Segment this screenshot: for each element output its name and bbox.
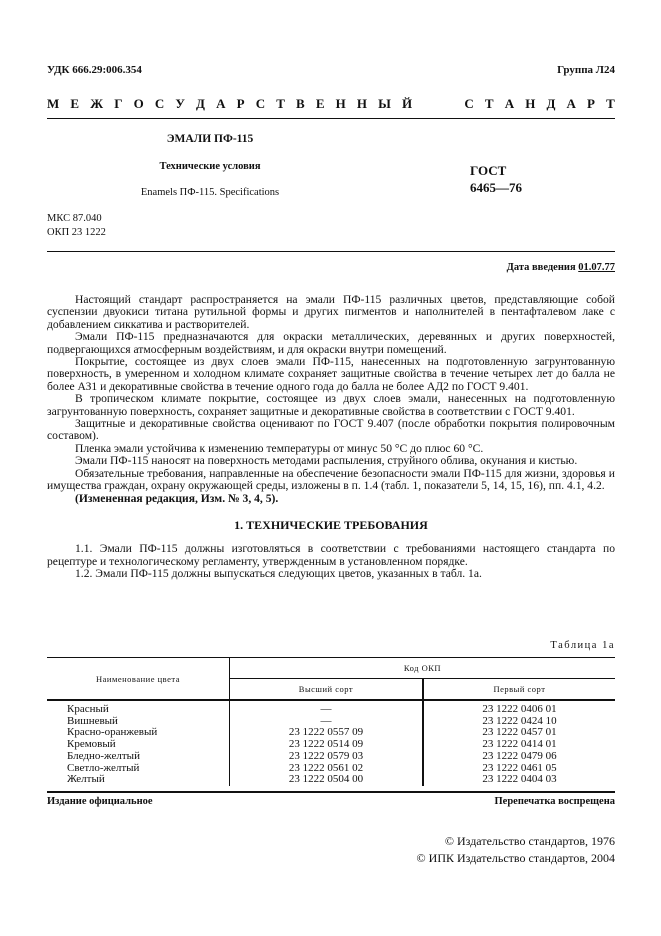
title-letter: Т — [606, 96, 615, 111]
effective-date-value: 01.07.77 — [578, 262, 615, 273]
title-letter: М — [47, 96, 60, 111]
mks-code: МКС 87.040 — [47, 213, 102, 224]
column-header-first-grade: Первый сорт — [493, 684, 546, 694]
first-grade-code: 23 1222 0424 10 — [482, 714, 557, 727]
document-title: ЭМАЛИ ПФ-115 — [166, 133, 254, 145]
effective-date — [507, 262, 615, 273]
column-header-top-grade: Высший сорт — [230, 679, 423, 701]
top-grade-code: 23 1222 0561 02 — [230, 763, 423, 775]
document-body — [47, 294, 615, 581]
paragraph: Эмали ПФ-115 предназначаются для окраски металлических, деревянных и других поверхностей, подвергающихся атмосферным воздействиям, и для окраски внутри помещений. — [47, 330, 615, 356]
reprint-notice: Перепечатка воспрещена — [494, 796, 615, 807]
paragraph: Защитные и декоративные свойства оценивают по ГОСТ 9.407 (после обработки покрытия полировочным составом). — [47, 417, 615, 443]
title-letter: С — [255, 96, 266, 111]
title-letter: А — [216, 96, 226, 111]
title-letter: В — [296, 96, 305, 111]
color-code-table — [47, 657, 615, 786]
first-grade-code: 23 1222 0479 06 — [482, 749, 557, 762]
official-edition: Издание официальное — [47, 796, 153, 807]
title-letter: Ы — [378, 96, 391, 111]
title-letter: Е — [70, 96, 80, 111]
okp-code: ОКП 23 1222 — [47, 227, 106, 238]
effective-date-label: Дата введения — [506, 262, 576, 273]
title-letter: Р — [236, 96, 245, 111]
title-letter: А — [566, 96, 576, 111]
color-name: Желтый — [47, 774, 230, 786]
title-letter: Ж — [90, 96, 104, 111]
title-letter: Г — [114, 96, 123, 111]
top-grade-code: 23 1222 0514 09 — [230, 739, 423, 751]
color-name: Красный — [47, 700, 230, 716]
title-letter: А — [504, 96, 515, 111]
color-name: Вишневый — [47, 716, 230, 728]
color-name: Кремовый — [47, 739, 230, 751]
color-name: Красно-оранжевый — [47, 727, 230, 739]
title-letter: Т — [276, 96, 285, 111]
section-heading: 1. ТЕХНИЧЕСКИЕ ТРЕБОВАНИЯ — [234, 517, 428, 532]
title-letter: О — [133, 96, 144, 111]
first-grade-code: 23 1222 0457 01 — [482, 726, 557, 739]
copyright-2004: © ИПК Издательство стандартов, 2004 — [416, 851, 615, 865]
paragraph: Пленка эмали устойчива к изменению температуры от минус 50 °С до плюс 60 °С. — [75, 441, 484, 455]
first-grade-code: 23 1222 0406 01 — [482, 703, 557, 715]
title-letter: Н — [335, 96, 346, 111]
divider — [47, 251, 615, 252]
udk-code: УДК 666.29:006.354 — [47, 64, 142, 76]
paragraph: Эмали ПФ-115 наносят на поверхность методами распыления, струйного облива, окунания и кистью. — [75, 454, 578, 468]
title-letter: Т — [484, 96, 494, 111]
first-grade-code: 23 1222 0461 05 — [482, 761, 557, 774]
title-letter: Н — [525, 96, 536, 111]
top-grade-code: 23 1222 0504 00 — [230, 774, 423, 786]
title-letter: Р — [587, 96, 595, 111]
paragraph: 1.2. Эмали ПФ-115 должны выпускаться следующих цветов, указанных в табл. 1а. — [75, 567, 482, 581]
title-letter: С — [154, 96, 165, 111]
divider — [47, 791, 615, 793]
table-row — [47, 751, 615, 763]
table-row — [47, 774, 615, 786]
title-letter: Н — [356, 96, 367, 111]
standard-type-title — [47, 96, 615, 112]
title-letter: У — [175, 96, 185, 111]
top-grade-code: — — [230, 700, 423, 716]
title-letter: Д — [196, 96, 205, 111]
copyright-1976: © Издательство стандартов, 1976 — [444, 834, 615, 848]
title-letter: Е — [315, 96, 325, 111]
paragraph: Обязательные требования, направленные на обеспечение безопасности эмали ПФ-115 для жизни, здоровья и имущества граждан, охрану окружающей среды, изложены в п. 1.4 (табл. 1, показатели 5, 14, 15, 16), пп. 4.1, 4.2. — [47, 466, 615, 493]
paragraph: В тропическом климате покрытие, состоящее из двух слоев эмали, нанесенных на подготовленную загрунтованную поверхность, сохраняет защитные и декоративные свойства в соответствии с ГОСТ 9.401. — [47, 392, 615, 418]
gost-label: ГОСТ — [470, 163, 507, 178]
amendment-note: (Измененная редакция, Изм. № 3, 4, 5). — [75, 491, 279, 505]
paragraph: Настоящий стандарт распространяется на эмали ПФ-115 различных цветов, представляющие собой суспензии двуокиси титана рутильной формы и других пигментов и наполнителей в пентафталевом лаке с добавлением сиккатива и растворителей. — [47, 293, 615, 331]
divider — [47, 118, 615, 119]
first-grade-code: 23 1222 0414 01 — [482, 738, 557, 751]
title-letter: Д — [546, 96, 556, 111]
top-grade-code: 23 1222 0579 03 — [230, 751, 423, 763]
top-grade-code: 23 1222 0557 09 — [230, 727, 423, 739]
group-code: Группа Л24 — [557, 64, 615, 76]
english-title: Enamels ПФ-115. Specifications — [140, 187, 280, 198]
column-header-okp: Код ОКП — [230, 658, 616, 679]
top-grade-code: — — [230, 716, 423, 728]
table-row — [47, 700, 615, 716]
gost-number: 6465—76 — [470, 180, 522, 195]
title-letter: Й — [402, 96, 413, 111]
column-header-color: Наименование цвета — [47, 658, 230, 701]
paragraph: Покрытие, состоящее из двух слоев эмали ПФ-115, нанесенных на подготовленную загрунтованную поверхность, в умеренном и холодном климате сохраняет защитные свойства в течение четырех лет до балла не более АЗ1 и декоративные свойства в течение одного года до балла не более АД2 по ГОСТ 9.401. — [47, 355, 615, 393]
document-subtitle: Технические условия — [159, 161, 261, 172]
color-name: Бледно-желтый — [47, 751, 230, 763]
paragraph: 1.1. Эмали ПФ-115 должны изготовляться в соответствии с требованиями настоящего стандарта по рецептуре и технологическому регламенту, утвержденным в установленном порядке. — [47, 542, 615, 568]
title-letter: С — [464, 96, 474, 111]
color-name: Светло-желтый — [47, 763, 230, 775]
first-grade-code: 23 1222 0404 03 — [482, 773, 557, 786]
table-caption: Таблица 1а — [550, 640, 615, 651]
